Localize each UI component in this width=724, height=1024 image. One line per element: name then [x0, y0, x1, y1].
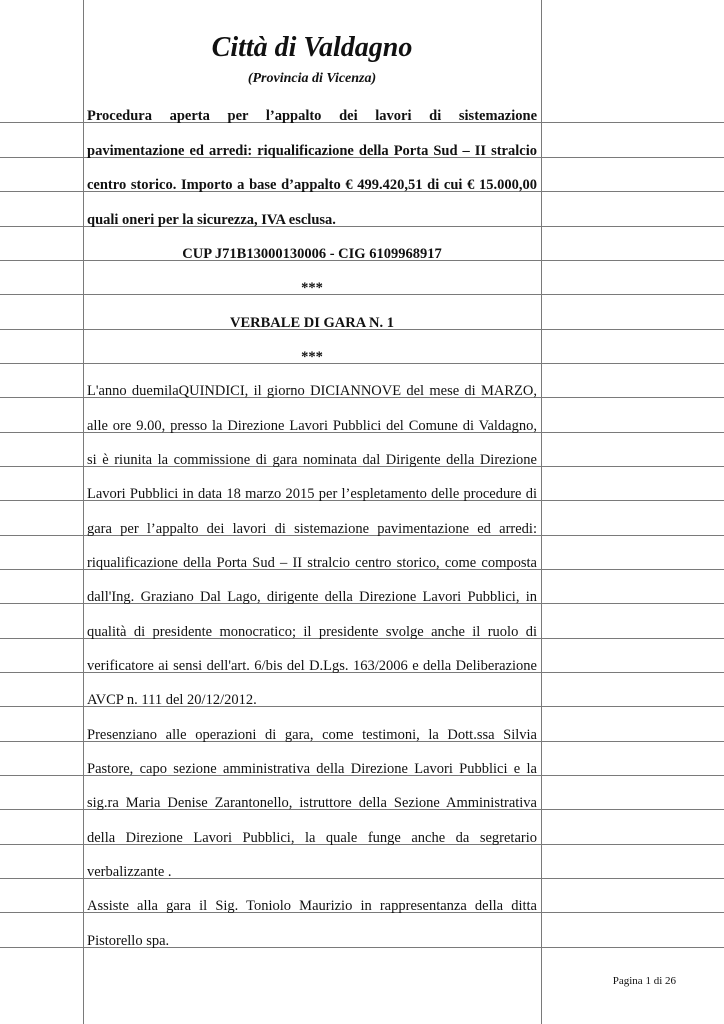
text-line: AVCP n. 111 del 20/12/2012. [87, 692, 257, 708]
text-line: sig.ra Maria Denise Zarantonello, istruttore della Sezione Amministrativa [87, 795, 537, 811]
text-line: *** [301, 349, 323, 365]
text-line: VERBALE DI GARA N. 1 [230, 315, 394, 331]
text-line: quali oneri per la sicurezza, IVA esclusa. [87, 212, 336, 228]
text-line: gara per l’appalto dei lavori di sistemazione pavimentazione ed arredi: [87, 521, 537, 537]
text-line: alle ore 9.00, presso la Direzione Lavori Pubblici del Comune di Valdagno, [87, 418, 537, 434]
text-line: pavimentazione ed arredi: riqualificazione della Porta Sud – II stralcio [87, 143, 537, 159]
text-line: dall'Ing. Graziano Dal Lago, dirigente della Direzione Lavori Pubblici, in [87, 589, 537, 605]
page-number: Pagina 1 di 26 [612, 975, 676, 987]
text-line: Presenziano alle operazioni di gara, come testimoni, la Dott.ssa Silvia [87, 727, 537, 743]
text-line: Pastore, capo sezione amministrativa della Direzione Lavori Pubblici e la [87, 761, 537, 777]
text-line: *** [301, 280, 323, 296]
text-line: qualità di presidente monocratico; il presidente svolge anche il ruolo di [87, 624, 537, 640]
text-line: della Direzione Lavori Pubblici, la quale funge anche da segretario [87, 830, 537, 846]
text-line: L'anno duemilaQUINDICI, il giorno DICIANNOVE del mese di MARZO, [87, 383, 537, 399]
text-line: centro storico. Importo a base d’appalto € 499.420,51 di cui € 15.000,00 [87, 177, 537, 193]
text-line: riqualificazione della Porta Sud – II stralcio centro storico, come composta [87, 555, 537, 571]
text-line: verbalizzante . [87, 864, 172, 880]
text-line: Pistorello spa. [87, 933, 170, 949]
text-line: verificatore ai sensi dell'art. 6/bis del D.Lgs. 163/2006 e della Deliberazione [87, 658, 537, 674]
page-title: Città di Valdagno [211, 32, 413, 63]
left-margin-rule [83, 0, 84, 1024]
text-line: si è riunita la commissione di gara nominata dal Dirigente della Direzione [87, 452, 537, 468]
text-line: Lavori Pubblici in data 18 marzo 2015 per l’espletamento delle procedure di [87, 486, 537, 502]
text-line: Procedura aperta per l’appalto dei lavori di sistemazione [87, 108, 537, 124]
text-line: Assiste alla gara il Sig. Toniolo Maurizio in rappresentanza della ditta [87, 898, 537, 914]
page-subtitle: (Provincia di Vicenza) [247, 71, 377, 86]
right-margin-rule [541, 0, 542, 1024]
text-line: CUP J71B13000130006 - CIG 6109968917 [182, 246, 442, 262]
